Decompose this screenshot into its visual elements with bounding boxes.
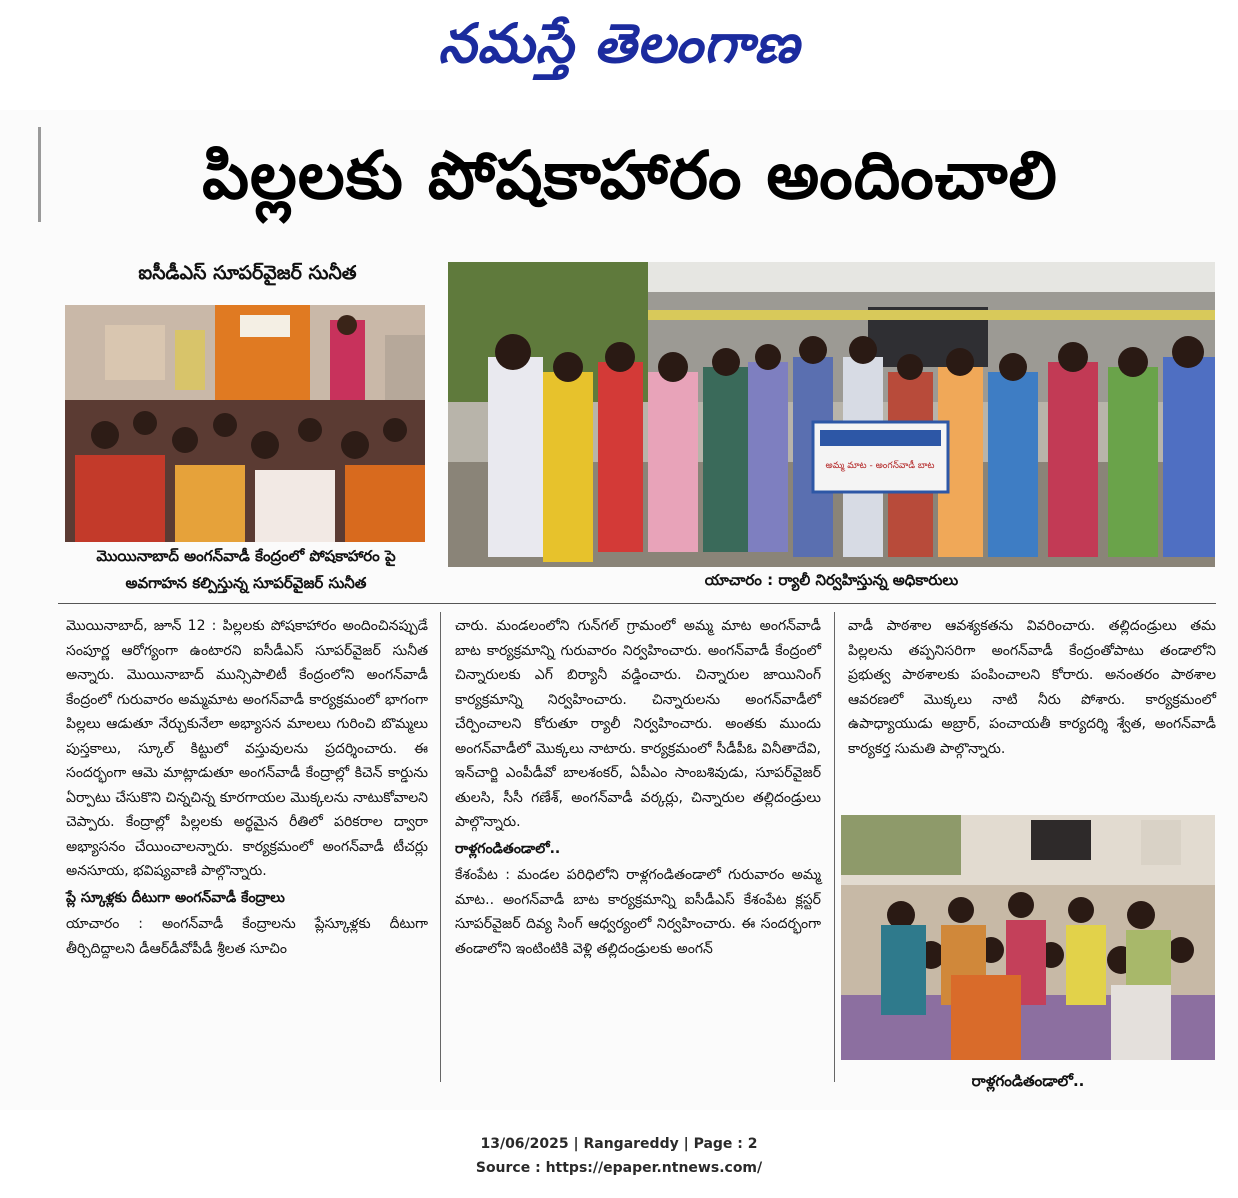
body-column-3	[848, 614, 1216, 804]
article-subhead: ఐసీడీఎస్ సూపర్‌వైజర్ సునీత	[138, 262, 357, 284]
rally-banner-text: అమ్మ మాట - అంగన్‌వాడీ బాట	[825, 461, 935, 471]
section-heading: ప్లే స్కూళ్లకు దీటుగా అంగన్‌వాడీ కేంద్రాలు	[66, 889, 285, 906]
body-paragraph: మొయినాబాద్, జూన్ 12 : పిల్లలకు పోషకాహారం అందించినప్పుడే సంపూర్ణ ఆరోగ్యంగా ఉంటారని ఐసీడీఎస్ సూపర్‌వైజర్ సునీత అన్నారు. మొయినాబాద్ మున్సిపాలిటీ కేంద్రంలోని అంగన్‌వాడీ కేంద్రంలో గురువారం అమ్మమాట అంగన్‌వాడీ కార్యక్రమంలో భాగంగా పిల్లలు ఆడుతూ నేర్చుకునేలా అభ్యాసన మాలలు గురించి బొమ్మలు పుస్తకాలు, స్కూల్ కిట్టులో వస్తువులను ప్రదర్శించారు. ఈ సందర్భంగా ఆమె మాట్లాడుతూ అంగన్‌వాడీ కేంద్రాల్లో కిచెన్ కార్డును ఏర్పాటు చేసుకొని చిన్నచిన్న కూరగాయల మొక్కలను నాటుకోవాలని చెప్పారు. కేంద్రాల్లో పిల్లలకు అర్థమైన రీతిలో పరికరాల ద్వారా అభ్యాసనం చేయించాలన్నారు. కార్యక్రమంలో అంగన్‌వాడీ టీచర్లు అనసూయ, భవిష్యవాణి పాల్గొన్నారు.	[66, 618, 428, 879]
body-paragraph: యాచారం : అంగన్‌వాడీ కేంద్రాలను ప్లేస్కూళ్లకు దీటుగా తీర్చిదిద్దాలని డీఆర్‌డీవోపీడీ శ్రీలత సూచిం	[66, 916, 428, 957]
photo-rally-caption: యాచారం : ర్యాలీ నిర్వహిస్తున్న అధికారులు	[704, 571, 959, 589]
body-paragraph: కేశంపేట : మండల పరిధిలోని రాళ్లగండితండాలో గురువారం అమ్మ మాట.. అంగన్‌వాడీ బాట కార్యక్రమాన్ని ఐసీడీఎస్ కేశంపేట క్లస్టర్ సూపర్‌వైజర్ దివ్య సింగ్ ఆధ్వర్యంలో నిర్వహించారు. ఈ సందర్భంగా తండాలోని ఇంటింటికి వెళ్లి తల్లిదండ్రులకు అంగన్	[455, 867, 821, 957]
photo-classroom	[65, 305, 425, 542]
body-column-1	[66, 614, 428, 1084]
article-headline: పిల్లలకు పోషకాహారం అందించాలి	[202, 137, 1058, 214]
photo-classroom-caption: మొయినాబాద్ అంగన్‌వాడీ కేంద్రంలో పోషకాహారం పై అవగాహన కల్పిస్తున్న సూపర్‌వైజర్ సునీత	[96, 547, 396, 592]
headline-rule	[38, 127, 41, 222]
photo-tanda-caption: రాళ్లగండితండాలో..	[971, 1072, 1085, 1090]
section-heading: రాళ్లగండితండాలో..	[455, 840, 561, 857]
page-footer	[0, 1132, 1238, 1180]
body-paragraph: వాడీ పాఠశాల ఆవశ్యకతను వివరించారు. తల్లిదండ్రులు తమ పిల్లలను తప్పనిసరిగా అంగన్‌వాడీ కేంద్రంతోపాటు తండాలోని ప్రభుత్వ పాఠశాలకు పంపించాలని కోరారు. అనంతరం పాఠశాల ఆవరణలో మొక్కలు నాటి నీరు పోశారు. కార్యక్రమంలో ఉపాధ్యాయుడు అబ్రార్, పంచాయతీ కార్యదర్శి శ్వేత, అంగన్‌వాడీ కార్యకర్త సుమతి పాల్గొన్నారు.	[848, 618, 1216, 757]
column-divider-2	[834, 612, 835, 1082]
body-column-2	[455, 614, 821, 1084]
photo-tanda	[841, 815, 1215, 1060]
column-top-rule	[58, 603, 1216, 604]
column-divider-1	[440, 612, 441, 1082]
body-paragraph: చారు. మండలంలోని గున్‌గల్ గ్రామంలో అమ్మ మాట అంగన్‌వాడీ బాట కార్యక్రమాన్ని గురువారం నిర్వహించారు. అంగన్‌వాడీ కేంద్రంలో చిన్నారులకు ఎగ్ బిర్యానీ వడ్డించారు. చిన్నారుల జాయినింగ్ కార్యక్రమాన్ని నిర్వహించారు. చిన్నారులను అంగన్‌వాడీలో చేర్పించాలని కోరుతూ ర్యాలీ నిర్వహించారు. అంతకు ముందు అంగన్‌వాడీలో మొక్కలు నాటారు. కార్యక్రమంలో సీడీపీఓ వినీతాదేవి, ఇన్‌చార్జి ఎంపీడీవో బాలశంకర్, ఏపీఎం సాంబశివుడు, సూపర్‌వైజర్ తులసి, సీసీ గణేశ్, అంగన్‌వాడీ వర్కర్లు, చిన్నారుల తల్లిదండ్రులు పాల్గొన్నారు.	[455, 618, 821, 830]
source-link: Source : https://epaper.ntnews.com/	[475, 1160, 763, 1176]
edition-info: 13/06/2025 | Rangareddy | Page : 2	[480, 1136, 758, 1152]
photo-rally	[448, 262, 1215, 567]
newspaper-logo: నమస్తే తెలంగాణ	[438, 11, 800, 75]
masthead	[0, 0, 1238, 92]
